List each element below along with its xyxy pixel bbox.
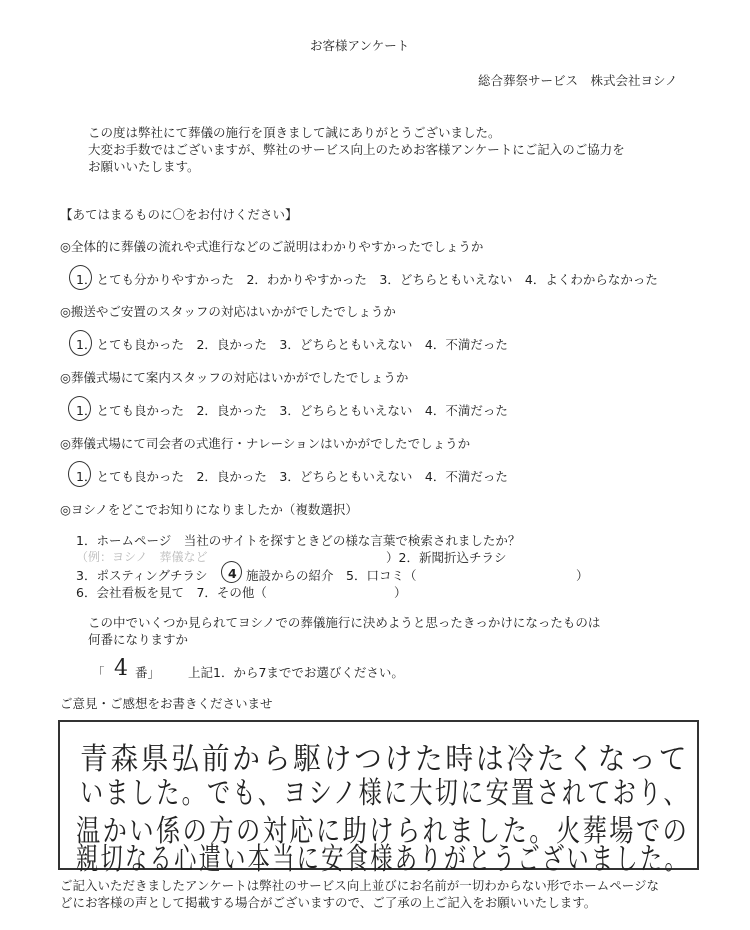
question-2-text: ◎搬送やご安置のスタッフの対応はいかがでしたでしょうか	[60, 304, 396, 319]
question-1-options: 1．とても分かりやすかった 2．わかりやすかった 3．どちらともいえない 4．よくわからなかった	[76, 272, 658, 287]
comment-line-2: いました。でも、ヨシノ様に大切に安置されており、	[80, 776, 689, 811]
comment-line-1: 青森県弘前から駆けつけた時は冷たくなって	[80, 742, 690, 777]
question-4-options: 1．とても良かった 2．良かった 3．どちらともいえない 4．不満だった	[76, 469, 508, 484]
intro-line-1: この度は弊社にて葬儀の施行を頂きまして誠にありがとうございました。	[88, 125, 501, 140]
question-3-selected-circle	[68, 396, 91, 421]
question-6-handwritten-answer: 4	[114, 656, 128, 681]
question-6-close-bracket: 番」	[135, 665, 161, 680]
footer-line-2: どにお客様の声として掲載する場合がございますので、ご了承の上ご記入をお願いいたします。	[60, 895, 597, 910]
comment-line-3: 温かい係の方の対応に助けられました。火葬場での	[76, 814, 690, 849]
question-5-line-3b: 施設からの紹介 5．口コミ（	[246, 568, 417, 583]
question-1-text: ◎全体的に葬儀の流れや式進行などのご説明はわかりやすかったでしょうか	[60, 239, 484, 254]
question-5-text: ◎ヨシノをどこでお知りになりましたか（複数選択）	[60, 502, 358, 517]
question-6-instruction: 上記1．から7まででお選びください。	[188, 665, 404, 680]
question-6-line-2: 何番になりますか	[88, 632, 189, 647]
intro-line-2: 大変お手数ではございますが、弊社のサービス向上のためお客様アンケートにご記入のご協力を	[88, 142, 625, 157]
question-6-open-bracket: 「	[92, 665, 105, 680]
question-5-line-2-tail: ）2．新聞折込チラシ	[386, 550, 507, 565]
footer-line-1: ご記入いただきましたアンケートは弊社のサービス向上並びにお名前が一切わからない形でホームページな	[60, 878, 660, 893]
question-4-text: ◎葬儀式場にて司会者の式進行・ナレーションはいかがでしたでしょうか	[60, 436, 471, 451]
question-2-options: 1．とても良かった 2．良かった 3．どちらともいえない 4．不満だった	[76, 337, 508, 352]
company-name: 総合葬祭サービス 株式会社ヨシノ	[478, 73, 678, 88]
question-3-text: ◎葬儀式場にて案内スタッフの対応はいかがでしたでしょうか	[60, 370, 409, 385]
question-6-line-1: この中でいくつか見られてヨシノでの葬儀施行に決めようと思ったきっかけになったものは	[88, 615, 601, 630]
question-5-line-4a: 6．会社看板を見て 7．その他（	[76, 585, 267, 600]
comment-line-4: 親切なる心遣い本当に安食様ありがとうございました。	[76, 842, 689, 877]
question-5-line-1: 1．ホームページ 当社のサイトを探すときどの様な言葉で検索されましたか？	[76, 533, 521, 548]
question-1-selected-circle	[69, 265, 92, 290]
comment-box	[58, 720, 699, 877]
question-5-line-4b: ）	[394, 585, 407, 600]
question-5-line-3a: 3．ポスティングチラシ	[76, 568, 208, 583]
question-5-example: （例：ヨシノ 葬儀など	[76, 550, 208, 564]
comment-label: ご意見・ご感想をお書きくださいませ	[60, 696, 273, 711]
question-2-selected-circle	[69, 330, 92, 356]
question-5-selected-4: 4	[228, 566, 237, 581]
question-4-selected-circle	[68, 461, 91, 487]
instruction-text: 【あてはまるものに〇をお付けください】	[60, 207, 298, 222]
survey-title: お客様アンケート	[310, 38, 410, 53]
question-3-options: 1．とても良かった 2．良かった 3．どちらともいえない 4．不満だった	[76, 403, 508, 418]
intro-line-3: お願いいたします。	[88, 159, 200, 174]
question-5-selected-circle	[221, 561, 242, 583]
question-5-line-3c: ）	[576, 568, 589, 583]
